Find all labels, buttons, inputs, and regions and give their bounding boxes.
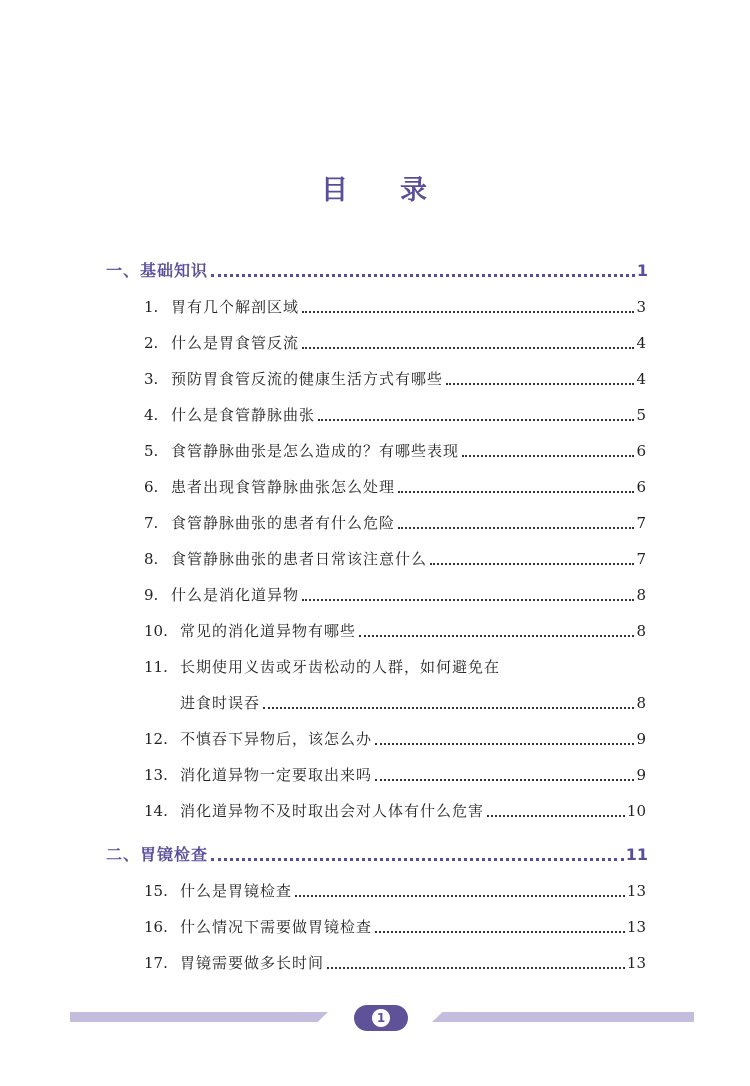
toc-entry-label: 什么是消化道异物 [171,586,300,604]
toc-entry[interactable] [144,543,646,569]
toc-entry-number: 13. [144,766,168,784]
title-char-2: 录 [400,175,429,206]
toc-entry-label: 不慎吞下异物后，该怎么办 [180,730,373,748]
leader-dots [295,895,625,897]
leader-dots [302,347,634,349]
leader-dots [375,779,634,781]
toc-entry-number: 5. [144,442,159,460]
page-number-badge [354,1005,408,1031]
toc-entry-number: 17. [144,954,168,972]
toc-entry-number: 14. [144,802,168,820]
toc-page-number: 8 [636,586,646,604]
toc-section-label: 二、胃镜检查 [106,845,209,864]
toc-entry[interactable] [144,471,646,497]
leader-dots [375,931,625,933]
toc-entry[interactable] [144,363,646,389]
toc-entry-label: 消化道异物不及时取出会对人体有什么危害 [180,802,485,820]
toc-entry[interactable] [144,911,646,937]
toc-entry-label: 什么是胃镜检查 [180,882,293,900]
toc-entry-label: 胃有几个解剖区域 [171,298,300,316]
toc-entry-label: 胃镜需要做多长时间 [180,954,325,972]
toc-page-number: 6 [636,442,646,460]
toc-page-number: 3 [636,298,646,316]
toc-page-number: 13 [626,882,646,900]
toc-entry-label: 长期使用义齿或牙齿松动的人群，如何避免在 [180,658,501,676]
toc-page-number: 7 [636,514,646,532]
leader-dots [211,274,635,277]
leader-dots [302,311,634,313]
toc-page-number: 8 [636,622,646,640]
toc-entry[interactable] [144,435,646,461]
toc-page-number: 5 [636,406,646,424]
toc-entry-number: 15. [144,882,168,900]
leader-dots [446,383,634,385]
toc-entry-label: 食管静脉曲张是怎么造成的？有哪些表现 [171,442,460,460]
toc-entry-number: 7. [144,514,159,532]
footer-decor-bar-left [70,1012,328,1022]
toc-entry[interactable] [144,291,646,317]
toc-entry-number: 3. [144,370,159,388]
leader-dots [398,491,634,493]
toc-entry[interactable] [144,579,646,605]
leader-dots [302,599,634,601]
toc-page-number: 13 [626,954,646,972]
leader-dots [359,635,634,637]
toc-entry[interactable] [144,875,646,901]
leader-dots [318,419,634,421]
toc-page-number: 4 [636,370,646,388]
toc-entry-label: 预防胃食管反流的健康生活方式有哪些 [171,370,444,388]
toc-entry-label: 什么是胃食管反流 [171,334,300,352]
toc-entry[interactable] [144,651,646,677]
toc-entry[interactable] [144,615,646,641]
leader-dots [398,527,634,529]
toc-entry-label: 患者出现食管静脉曲张怎么处理 [171,478,396,496]
toc-entry-number: 8. [144,550,159,568]
toc-entry[interactable] [144,399,646,425]
toc-entry-label: 什么情况下需要做胃镜检查 [180,918,373,936]
toc-entry-number: 1. [144,298,159,316]
toc-entry-label: 食管静脉曲张的患者日常该注意什么 [171,550,428,568]
toc-section-gastroscopy[interactable] [106,839,648,865]
toc-entry-number: 2. [144,334,159,352]
toc-entry-number: 16. [144,918,168,936]
toc-entry-number: 12. [144,730,168,748]
toc-page-number: 1 [636,261,648,280]
toc-entry-label: 什么是食管静脉曲张 [171,406,316,424]
toc-entry-number: 11. [144,658,168,676]
toc-page-number: 9 [636,730,646,748]
toc-entry[interactable] [144,947,646,973]
toc-entry-number: 4. [144,406,159,424]
toc-entry-continuation[interactable] [180,687,646,713]
toc-entry[interactable] [144,795,646,821]
toc-page-number: 4 [636,334,646,352]
title-char-1: 目 [321,175,350,206]
toc-page-number: 6 [636,478,646,496]
leader-dots [462,455,634,457]
toc-section-label: 一、基础知识 [106,261,209,280]
toc-page-number: 10 [626,802,646,820]
toc-entry-label: 食管静脉曲张的患者有什么危险 [171,514,396,532]
toc-entry-number: 10. [144,622,168,640]
toc-page-number: 8 [636,694,646,712]
page-title [0,168,750,207]
toc-entry[interactable] [144,723,646,749]
leader-dots [211,858,624,861]
toc-entry[interactable] [144,759,646,785]
leader-dots [430,563,634,565]
toc-entry-label: 常见的消化道异物有哪些 [180,622,357,640]
leader-dots [375,743,634,745]
leader-dots [327,967,625,969]
page-number: 1 [372,1009,390,1027]
toc-entry-number: 6. [144,478,159,496]
toc-page-number: 9 [636,766,646,784]
toc-entry-label: 消化道异物一定要取出来吗 [180,766,373,784]
toc-page-number: 13 [626,918,646,936]
toc-entry-label-continued: 进食时误吞 [180,694,261,712]
toc-page-number: 7 [636,550,646,568]
leader-dots [487,815,625,817]
toc-entry[interactable] [144,507,646,533]
toc-page-number: 11 [625,845,648,864]
toc-entry[interactable] [144,327,646,353]
toc-entry-number: 9. [144,586,159,604]
toc-section-basic-knowledge[interactable] [106,255,648,281]
footer-decor-bar-right [432,1012,694,1022]
leader-dots [263,707,634,709]
